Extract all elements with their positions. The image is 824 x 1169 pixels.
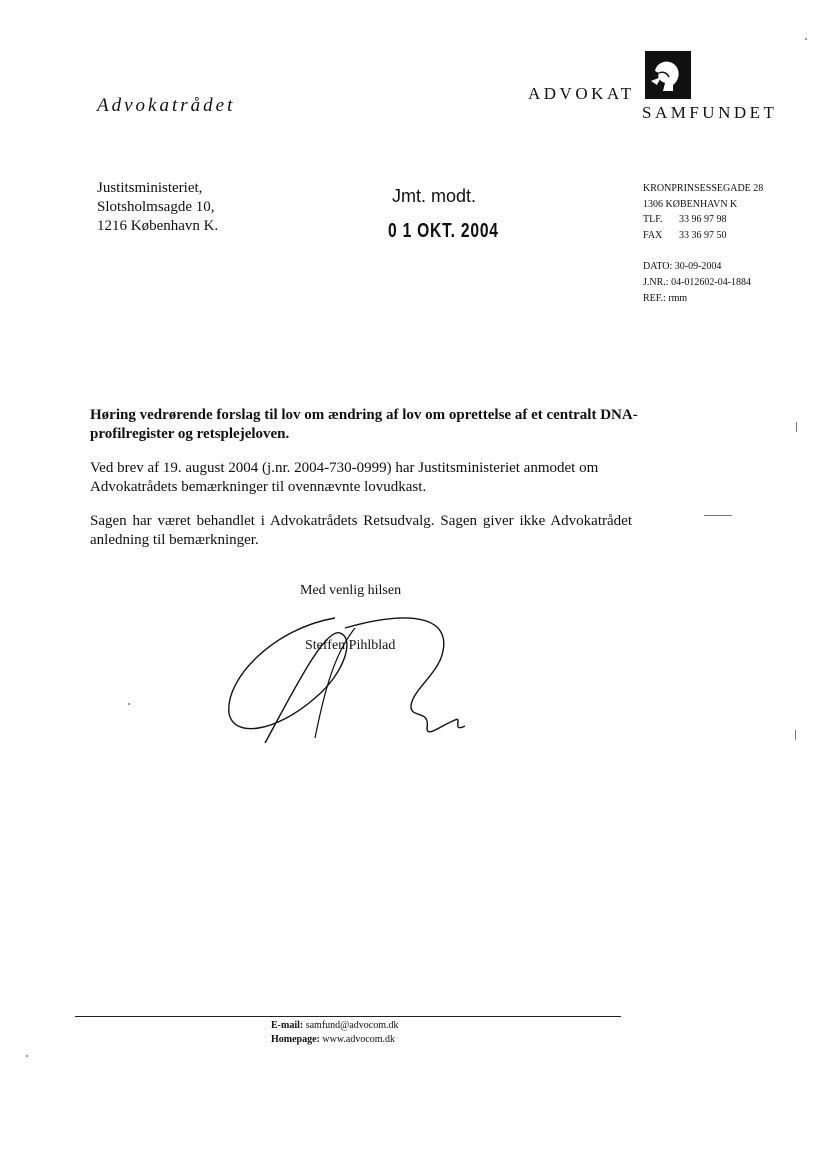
jnr-value: 04-012602-04-1884: [671, 277, 752, 288]
footer-email-row: [271, 1019, 399, 1033]
homepage-url: www.advocom.dk: [322, 1034, 396, 1045]
jnr-label: J.NR.:: [643, 277, 669, 288]
jnr-row: [643, 275, 751, 291]
emblem-graphic: [645, 51, 691, 99]
recipient-line: Justitsministeriet,: [97, 180, 203, 196]
recipient-line: Slotsholmsagde 10,: [97, 199, 215, 215]
ref-label: REF.:: [643, 293, 666, 304]
fax-label: FAX: [643, 229, 663, 241]
received-stamp-label: Jmt. modt.: [392, 186, 477, 206]
reference-block: [643, 259, 751, 307]
handwritten-signature: [215, 598, 475, 748]
sender-phone-row: [643, 212, 763, 228]
date-label: DATO:: [643, 261, 673, 272]
letter-subject: Høring vedrørende forslag til lov om ændring af lov om oprettelse af et centralt DNA-profilregister og retsplejeloven.: [90, 407, 638, 442]
logo-text-advokat: ADVOKAT: [528, 84, 635, 103]
sender-address: [643, 181, 763, 243]
logo-text-samfundet: SAMFUNDET: [642, 103, 778, 122]
email-address: samfund@advocom.dk: [305, 1020, 399, 1031]
scan-speck: [795, 730, 796, 740]
homepage-label: Homepage:: [271, 1034, 320, 1045]
footer-contact: [271, 1019, 399, 1047]
scan-speck: [796, 422, 797, 432]
footer-homepage-row: [271, 1033, 399, 1047]
sender-city: 1306 KØBENHAVN K: [643, 198, 738, 210]
phone-number: 33 96 97 98: [679, 214, 727, 225]
organization-name: Advokatrådet: [97, 95, 236, 116]
date-value: 30-09-2004: [674, 261, 722, 272]
body-paragraph: Ved brev af 19. august 2004 (j.nr. 2004-730-0999) har Justitsministeriet anmodet om Advokatrådets bemærkninger til ovennævnte lovudkast.: [90, 460, 599, 495]
scan-speck: [805, 38, 807, 40]
scan-speck: [128, 703, 130, 705]
sender-street: KRONPRINSESSEGADE 28: [643, 183, 764, 194]
scan-speck: [26, 1055, 28, 1057]
recipient-address: [97, 179, 218, 236]
received-stamp-date: 0 1 OKT. 2004: [388, 220, 499, 242]
phone-label: TLF.: [643, 214, 663, 225]
scan-speck: [704, 515, 732, 516]
sender-fax-row: [643, 228, 763, 244]
closing-greeting: Med venlig hilsen: [300, 583, 402, 598]
body-paragraph: Sagen har været behandlet i Advokatrådets Retsudvalg. Sagen giver ikke Advokatrådet anledning til bemærkninger.: [90, 513, 632, 548]
ref-value: rmm: [668, 293, 688, 304]
signer-name: Steffen Pihlblad: [305, 638, 396, 653]
samfundet-emblem-icon: [645, 51, 691, 99]
fax-number: 33 36 97 50: [679, 229, 727, 241]
footer-divider: [75, 1016, 621, 1017]
recipient-line: 1216 København K.: [97, 218, 219, 234]
date-row: [643, 259, 751, 275]
email-label: E-mail:: [271, 1020, 304, 1031]
ref-row: [643, 291, 751, 307]
